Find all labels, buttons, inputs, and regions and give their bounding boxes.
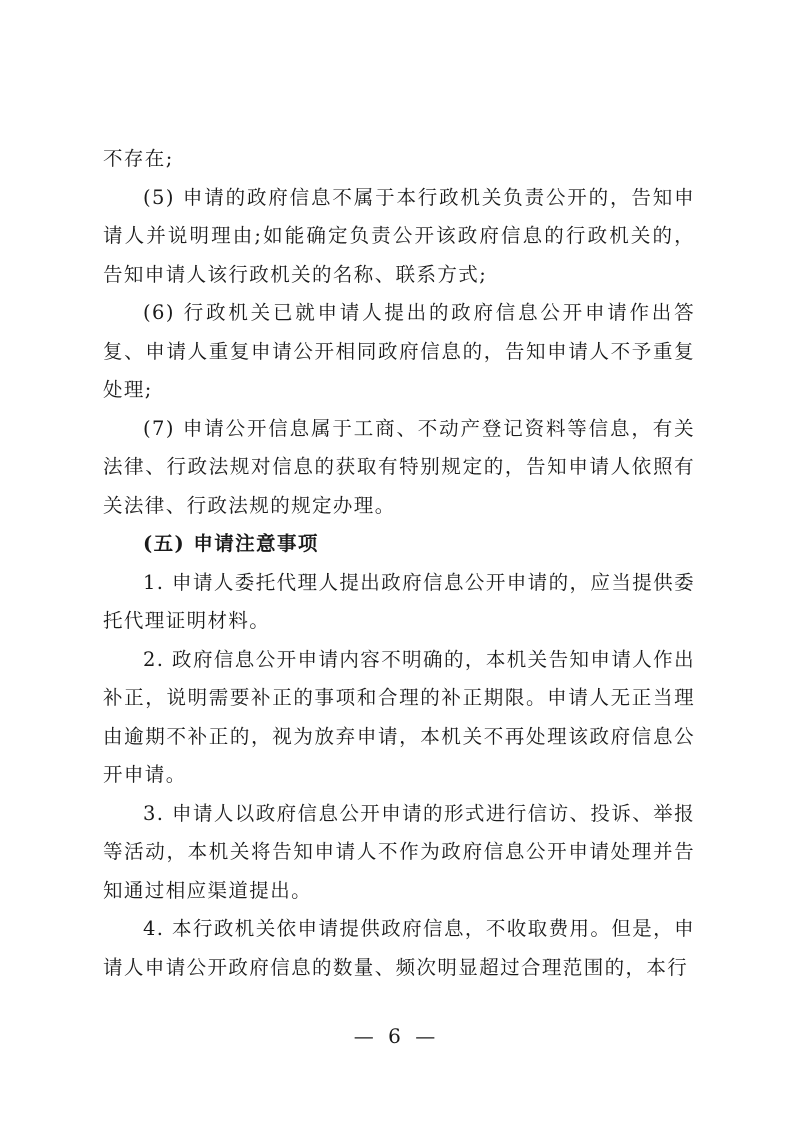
notice-item-1: 1. 申请人委托代理人提出政府信息公开申请的，应当提供委托代理证明材料。 <box>103 570 695 632</box>
notice-item-4: 4. 本行政机关依申请提供政府信息，不收取费用。但是，申请人申请公开政府信息的数量、频次明显超过合理范围的，本行 <box>103 917 695 979</box>
paragraph-item-7: (7) 申请公开信息属于工商、不动产登记资料等信息，有关法律、行政法规对信息的获取有特别规定的，告知申请人依照有关法律、行政法规的规定办理。 <box>103 416 695 517</box>
paragraph-item-5: (5) 申请的政府信息不属于本行政机关负责公开的，告知申请人并说明理由;如能确定负责公开该政府信息的行政机关的，告知申请人该行政机关的名称、联系方式; <box>103 185 695 286</box>
notice-item-2: 2. 政府信息公开申请内容不明确的，本机关告知申请人作出补正，说明需要补正的事项和合理的补正期限。申请人无正当理由逾期不补正的，视为放弃申请，本机关不再处理该政府信息公开申请。 <box>103 647 695 786</box>
document-body <box>103 140 695 987</box>
section-heading: (五) 申请注意事项 <box>143 532 319 555</box>
page-number: — 6 — <box>353 1024 440 1048</box>
paragraph-item-6: (6) 行政机关已就申请人提出的政府信息公开申请作出答复、申请人重复申请公开相同政府信息的，告知申请人不予重复处理; <box>103 301 695 401</box>
notice-item-3: 3. 申请人以政府信息公开申请的形式进行信访、投诉、举报等活动，本机关将告知申请人不作为政府信息公开申请处理并告知通过相应渠道提出。 <box>103 801 695 902</box>
paragraph-continuation: 不存在; <box>103 147 174 170</box>
